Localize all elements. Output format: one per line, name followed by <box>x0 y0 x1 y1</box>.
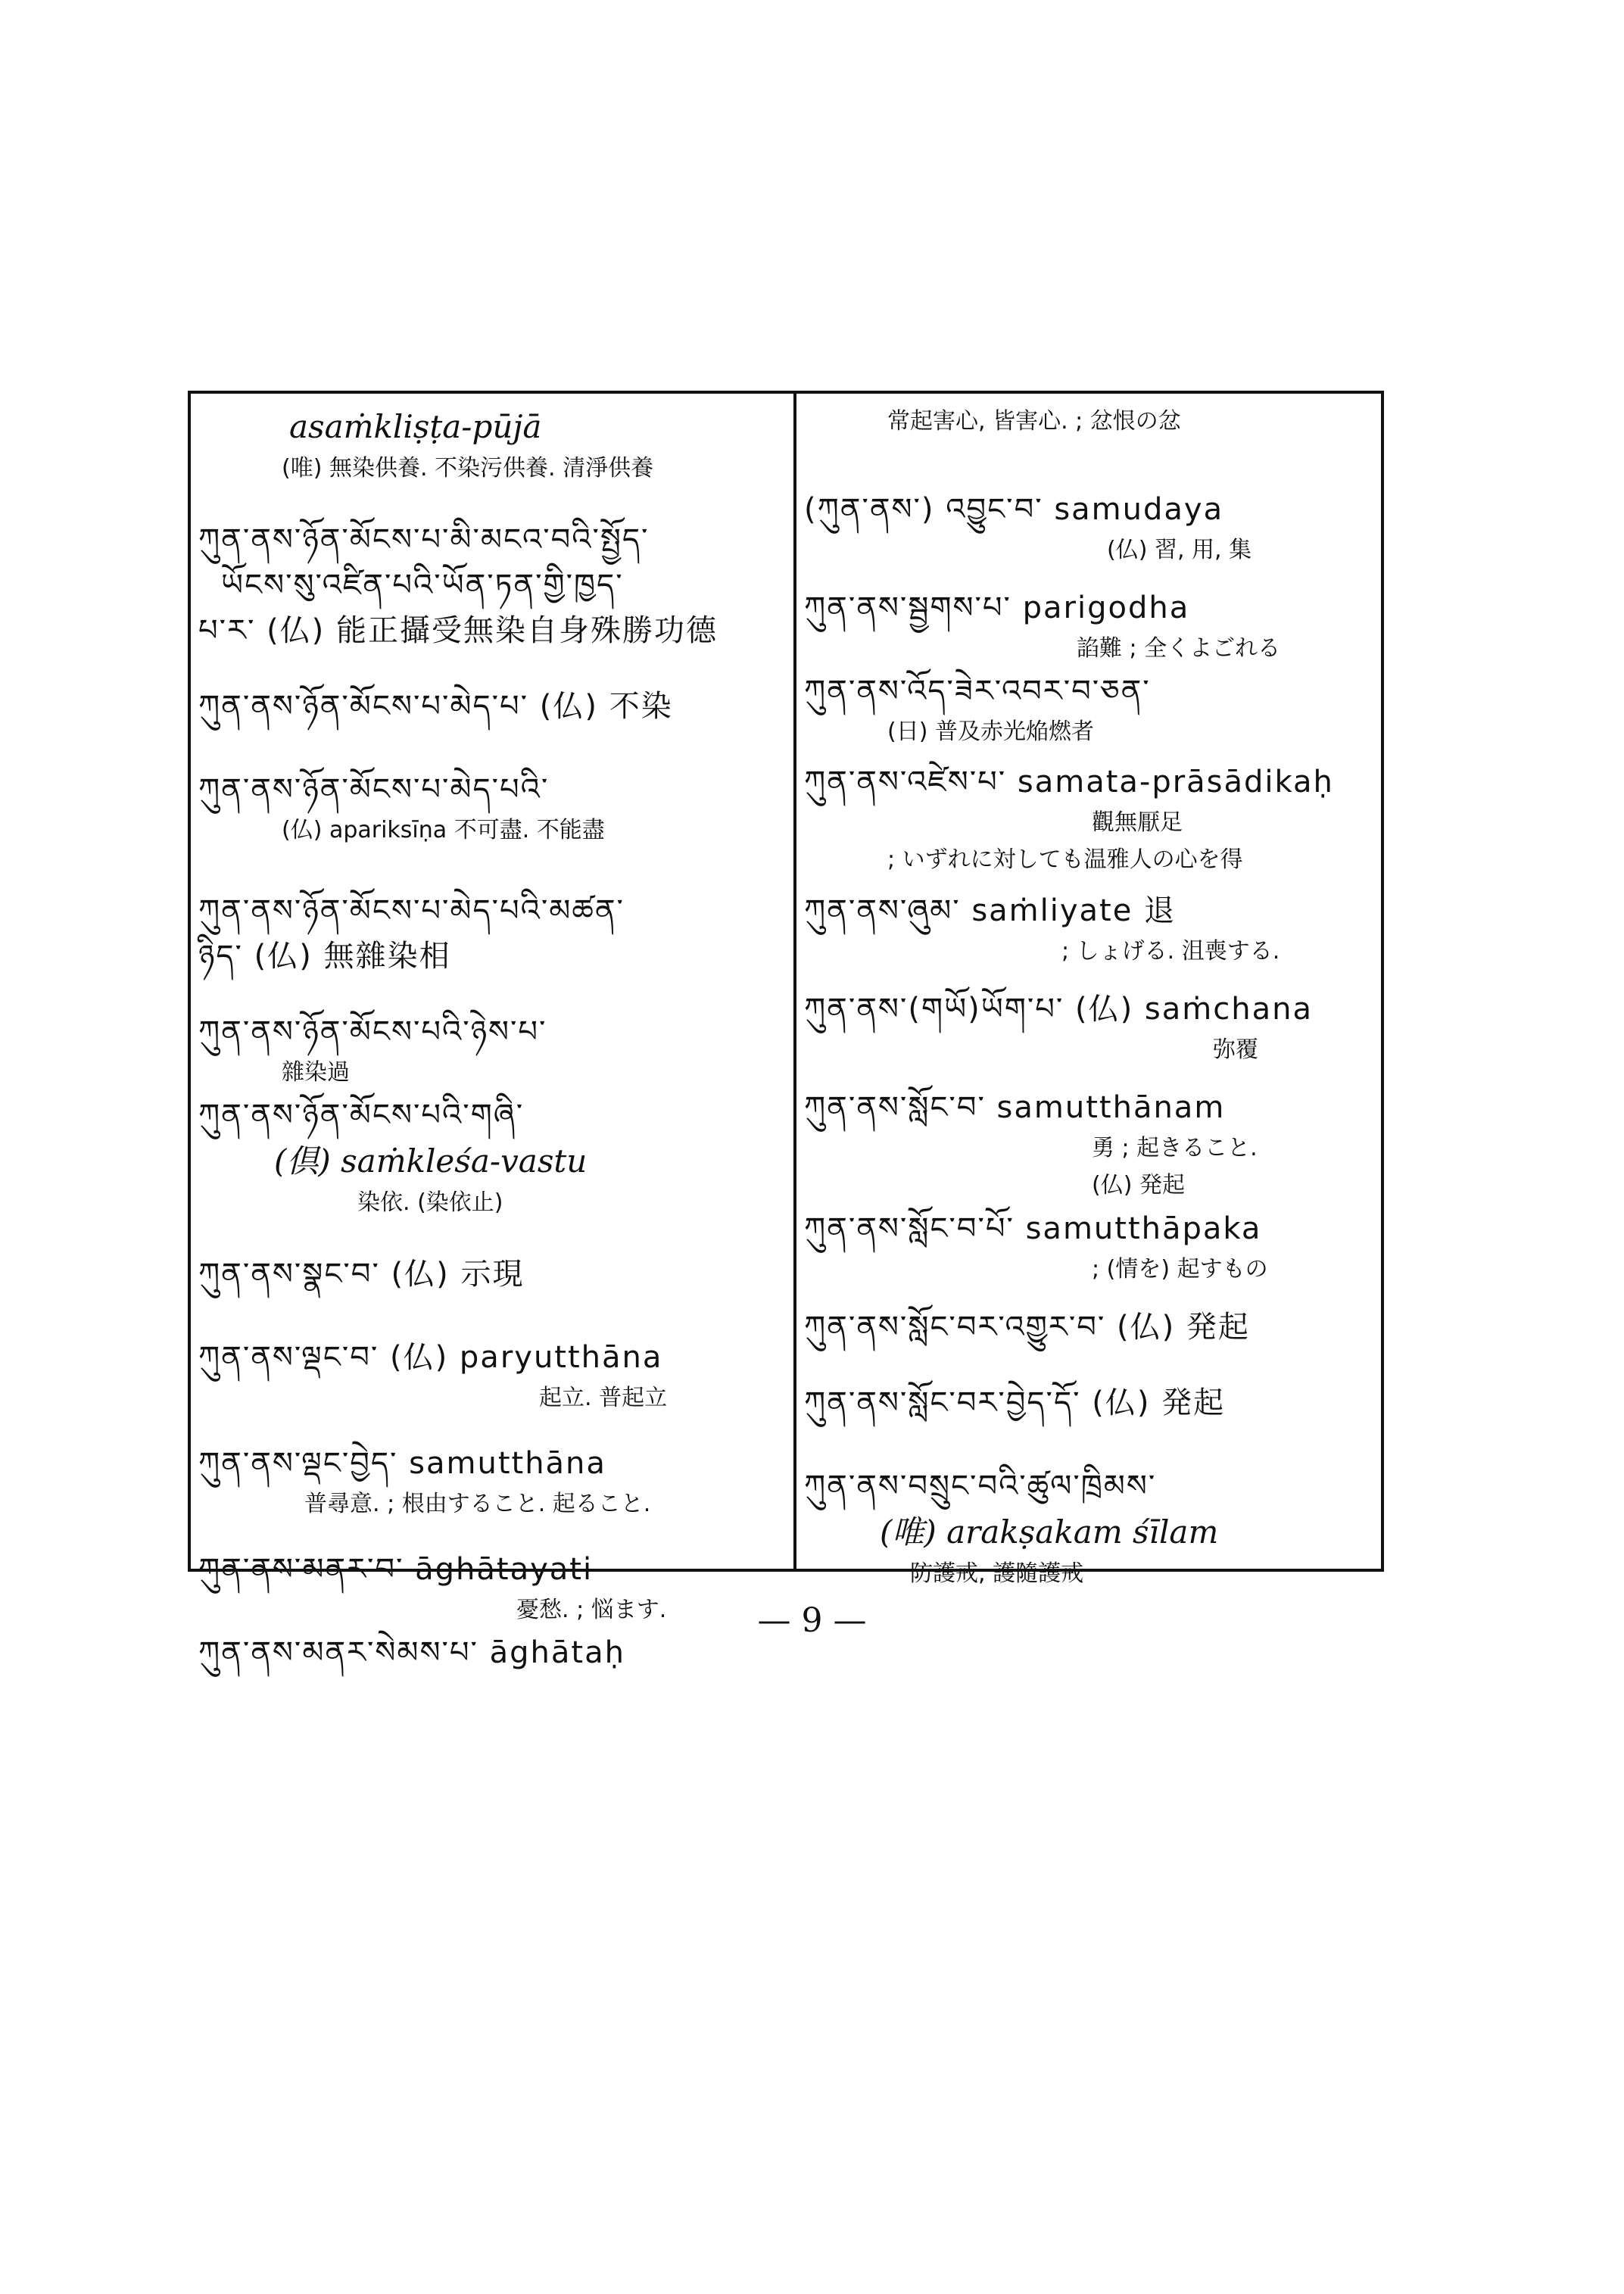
dictionary-entry <box>198 1635 789 1681</box>
dictionary-entry <box>804 1211 1379 1294</box>
headword-line: ཀུན་ནས་མནར་སེམས་པ་ āghātaḥ <box>198 1635 625 1670</box>
dictionary-entry <box>198 409 789 493</box>
gloss-line: ; いずれに対しても温雅人の心を得 <box>887 846 1243 873</box>
headword-line: ཉིད་ (仏) 無雜染相 <box>198 939 451 974</box>
headword-line: ཀུན་ནས་ཉོན་མོངས་པའི་གཞི་ <box>198 1098 525 1133</box>
gloss-line: 勇 ; 起きること. <box>1092 1135 1258 1161</box>
dictionary-entry <box>804 992 1379 1074</box>
gloss-line: (日) 普及赤光焔燃者 <box>887 718 1094 745</box>
dictionary-entry <box>804 1310 1379 1355</box>
headword-line: ཡོངས་སུ་འཛིན་པའི་ཡོན་ཏན་གྱི་ཁྱད་ <box>221 568 624 603</box>
dictionary-entry <box>198 689 789 734</box>
dictionary-entry <box>804 1385 1379 1431</box>
gloss-line: ; (情を) 起すもの <box>1092 1256 1268 1283</box>
right-column <box>804 394 1379 1588</box>
headword-line: ཀུན་ནས་འཛེས་པ་ samata-prāsādikaḥ <box>804 765 1334 799</box>
dictionary-entry <box>804 674 1379 756</box>
headword-line: ཀུན་ནས་བསྲུང་བའི་ཚུལ་ཁྲིམས་ <box>804 1469 1157 1504</box>
gloss-line: (仏) 発起 <box>1092 1171 1185 1198</box>
headword-line: ཀུན་ནས་ལྡང་བྱེད་ samutthāna <box>198 1446 606 1481</box>
headword-line: ཀུན་ནས་མནར་བ་ āghātayati <box>198 1552 594 1587</box>
gloss-line: (唯) 無染供養. 不染污供養. 清淨供養 <box>282 455 654 482</box>
dictionary-entry <box>804 765 1379 884</box>
dictionary-entry <box>804 893 1379 976</box>
column-divider <box>793 391 796 1572</box>
gloss-line: (仏) apariksīṇa 不可盡. 不能盡 <box>282 817 605 843</box>
headword-line: ཀུན་ནས་ཉོན་མོངས་པ་མི་མངའ་བའི་སྤྱོད་ <box>198 522 650 557</box>
gloss-line: 常起害心, 皆害心. ; 忿恨の忿 <box>887 408 1181 435</box>
gloss-line: 防護戒, 護隨護戒 <box>910 1560 1084 1588</box>
headword-line: ཀུན་ནས་སློང་བར་བྱེད་དོ་ (仏) 発起 <box>804 1385 1226 1420</box>
headword-line: ཀུན་ནས་ཞུམ་ saṁliyate 退 <box>804 893 1177 928</box>
dictionary-entry <box>198 522 789 659</box>
headword-line: ཀུན་ནས་ཉོན་མོངས་པ་མེད་པའི་ <box>198 772 550 807</box>
headword-line: ཀུན་ནས་སྦྱགས་པ་ parigodha <box>804 591 1190 625</box>
gloss-line: 弥覆 <box>1213 1036 1258 1063</box>
gloss-line: ; しょげる. 沮喪する. <box>1061 938 1280 965</box>
gloss-line: (仏) 習, 用, 集 <box>1107 537 1252 563</box>
headword-line: ཀུན་ནས་ཉོན་མོངས་པའི་ཉེས་པ་ <box>198 1015 547 1049</box>
gloss-line: 憂愁. ; 悩ます. <box>516 1597 667 1623</box>
dictionary-entry <box>804 591 1379 673</box>
gloss-line: 雜染過 <box>282 1059 350 1086</box>
dictionary-entry <box>198 893 789 984</box>
dictionary-entry <box>804 492 1379 575</box>
gloss-line: 起立. 普起立 <box>539 1385 668 1411</box>
dictionary-entry <box>198 1015 789 1097</box>
headword-line: ཀུན་ནས་(གཡོ)ཡོག་པ་ (仏) saṁchana <box>804 992 1313 1027</box>
headword-line: ཀུན་ནས་སློང་བ་ samutthānam <box>804 1090 1226 1125</box>
headword-line: ཀུན་ནས་ཉོན་མོངས་པ་མེད་པ་ (仏) 不染 <box>198 689 673 724</box>
gloss-line: 染依. (染依止) <box>357 1189 503 1217</box>
dictionary-entry <box>198 1098 789 1227</box>
dictionary-entry <box>198 1257 789 1302</box>
dictionary-entry <box>804 1090 1379 1209</box>
headword-line: ཀུན་ནས་སློང་བ་པོ་ samutthāpaka <box>804 1211 1262 1246</box>
sanskrit-line: (倶) saṁkleśa-vastu <box>274 1142 588 1180</box>
dictionary-entry <box>804 1469 1379 1598</box>
gloss-line: 普尋意. ; 根由すること. 起ること. <box>304 1491 651 1517</box>
gloss-line: 觀無厭足 <box>1092 809 1183 836</box>
dictionary-entry <box>198 1340 789 1423</box>
gloss-line: 諂難 ; 全くよごれる <box>1077 635 1281 662</box>
headword-line: ཀུན་ནས་སྣང་བ་ (仏) 示現 <box>198 1257 525 1292</box>
dictionary-entry <box>804 409 1379 446</box>
dictionary-entry <box>198 772 789 855</box>
headword-line: ཀུན་ནས་འོད་ཟེར་འབར་བ་ཅན་ <box>804 674 1151 709</box>
sanskrit-line: (唯) arakṣakam śīlam <box>880 1513 1219 1551</box>
page-number: — 9 — <box>757 1601 867 1640</box>
sanskrit-line: asaṁkliṣṭa-pūjā <box>289 408 542 445</box>
dictionary-entry <box>198 1446 789 1529</box>
left-column <box>198 394 789 1670</box>
headword-line: ཀུན་ནས་སློང་བར་འགྱུར་བ་ (仏) 発起 <box>804 1310 1250 1345</box>
headword-line: ཀུན་ནས་ལྡང་བ་ (仏) paryutthāna <box>198 1340 663 1375</box>
headword-line: ཀུན་ནས་ཉོན་མོངས་པ་མེད་པའི་མཚན་ <box>198 893 625 928</box>
headword-line: པ་ར་ (仏) 能正攝受無染自身殊勝功德 <box>198 613 718 648</box>
headword-line: (ཀུན་ནས་) འབྱུང་བ་ samudaya <box>804 492 1224 527</box>
